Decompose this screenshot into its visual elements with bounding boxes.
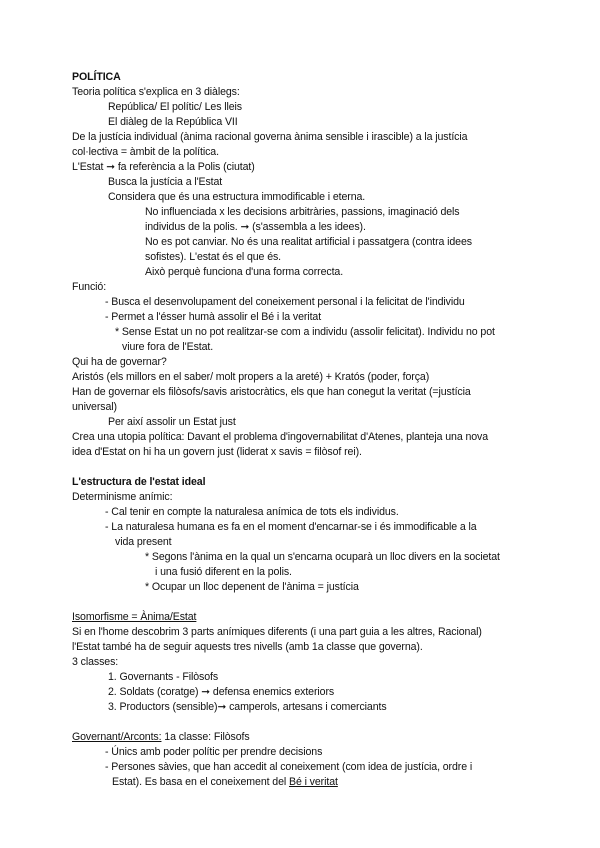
list-item: - Persones sàvies, que han accedit al coneixement (com idea de justícia, ordre i bbox=[105, 761, 473, 773]
section-heading: Isomorfisme = Ànima/Estat bbox=[72, 611, 197, 623]
list-item: * Ocupar un lloc depenent de l'ànima = justícia bbox=[145, 581, 359, 593]
section-heading: L'estructura de l'estat ideal bbox=[72, 476, 206, 488]
text-line: l'Estat també ha de seguir aquests tres nivells (amb 1a classe que governa). bbox=[72, 641, 423, 653]
text-line: L'Estat ➞ fa referència a la Polis (ciutat) bbox=[72, 161, 255, 173]
list-item: 1. Governants - Filòsofs bbox=[108, 671, 219, 683]
section-heading: Governant/Arconts: bbox=[72, 731, 162, 743]
text-line: 3 classes: bbox=[72, 656, 119, 668]
text-line: Si en l'home descobrim 3 parts anímiques diferents (i una part guia a les altres, Racional) bbox=[72, 626, 482, 638]
text-line bbox=[112, 775, 338, 789]
text-line: Determinisme anímic: bbox=[72, 491, 173, 503]
text-line: El diàleg de la República VII bbox=[108, 116, 238, 128]
list-item: - Busca el desenvolupament del coneixement personal i la felicitat de l'individu bbox=[105, 296, 465, 308]
list-item: * Segons l'ànima en la qual un s'encarna ocuparà un lloc divers en la societat bbox=[145, 551, 500, 563]
list-item: * Sense Estat un no pot realitzar-se com a individu (assolir felicitat). Individu no pot bbox=[115, 326, 495, 338]
text-line: Busca la justícia a l'Estat bbox=[108, 176, 223, 188]
text-line: Qui ha de governar? bbox=[72, 356, 167, 368]
text-line: Aristós (els millors en el saber/ molt propers a la areté) + Kratós (poder, força) bbox=[72, 371, 430, 383]
list-item: - La naturalesa humana es fa en el moment d'encarnar-se i és immodificable a la bbox=[105, 521, 477, 533]
list-item: - Únics amb poder polític per prendre decisions bbox=[105, 746, 323, 758]
text-line: Considera que és una estructura immodificable i eterna. bbox=[108, 191, 366, 203]
list-item: - Permet a l'ésser humà assolir el Bé i la veritat bbox=[105, 311, 322, 323]
text-line: col·lectiva = àmbit de la política. bbox=[72, 146, 219, 158]
text-line: viure fora de l'Estat. bbox=[122, 341, 214, 353]
text-line: idea d'Estat on hi ha un govern just (liderat x savis = filòsof rei). bbox=[72, 446, 362, 458]
text-line: Això perquè funciona d'una forma correcta. bbox=[145, 266, 344, 278]
text-line: sofistes). L'estat és el que és. bbox=[145, 251, 282, 263]
text-segment: Estat). Es basa en el coneixement del bbox=[112, 776, 289, 788]
list-item: 2. Soldats (coratge) ➞ defensa enemics exteriors bbox=[108, 686, 335, 698]
section-heading-rest: 1a classe: Filòsofs bbox=[161, 731, 250, 743]
text-line: vida present bbox=[115, 536, 172, 548]
text-line: Per així assolir un Estat just bbox=[108, 416, 236, 428]
text-line: individus de la polis. ➞ (s'assembla a les idees). bbox=[145, 221, 366, 233]
text-line: No influenciada x les decisions arbitràries, passions, imaginació dels bbox=[145, 206, 460, 218]
text-line: Funció: bbox=[72, 281, 107, 293]
page-title: POLÍTICA bbox=[72, 71, 121, 83]
text-line: No es pot canviar. No és una realitat artificial i passatgera (contra idees bbox=[145, 236, 472, 248]
underlined-term: Bé i veritat bbox=[288, 776, 338, 788]
text-line: Han de governar els filòsofs/savis aristocràtics, els que han conegut la veritat (=justícia bbox=[72, 386, 471, 398]
section-line bbox=[72, 730, 250, 744]
text-line: República/ El polític/ Les lleis bbox=[108, 101, 242, 113]
list-item: - Cal tenir en compte la naturalesa anímica de tots els individus. bbox=[105, 506, 399, 518]
text-line: Teoria política s'explica en 3 diàlegs: bbox=[72, 86, 240, 98]
list-item: 3. Productors (sensible)➞ camperols, artesans i comerciants bbox=[108, 701, 387, 713]
text-line: De la justícia individual (ànima racional governa ànima sensible i irascible) a la justícia bbox=[72, 131, 468, 143]
text-line: universal) bbox=[72, 401, 117, 413]
text-line: i una fusió diferent en la polis. bbox=[155, 566, 292, 578]
text-line: Crea una utopia política: Davant el problema d'ingovernabilitat d'Atenes, planteja una nova bbox=[72, 431, 489, 443]
